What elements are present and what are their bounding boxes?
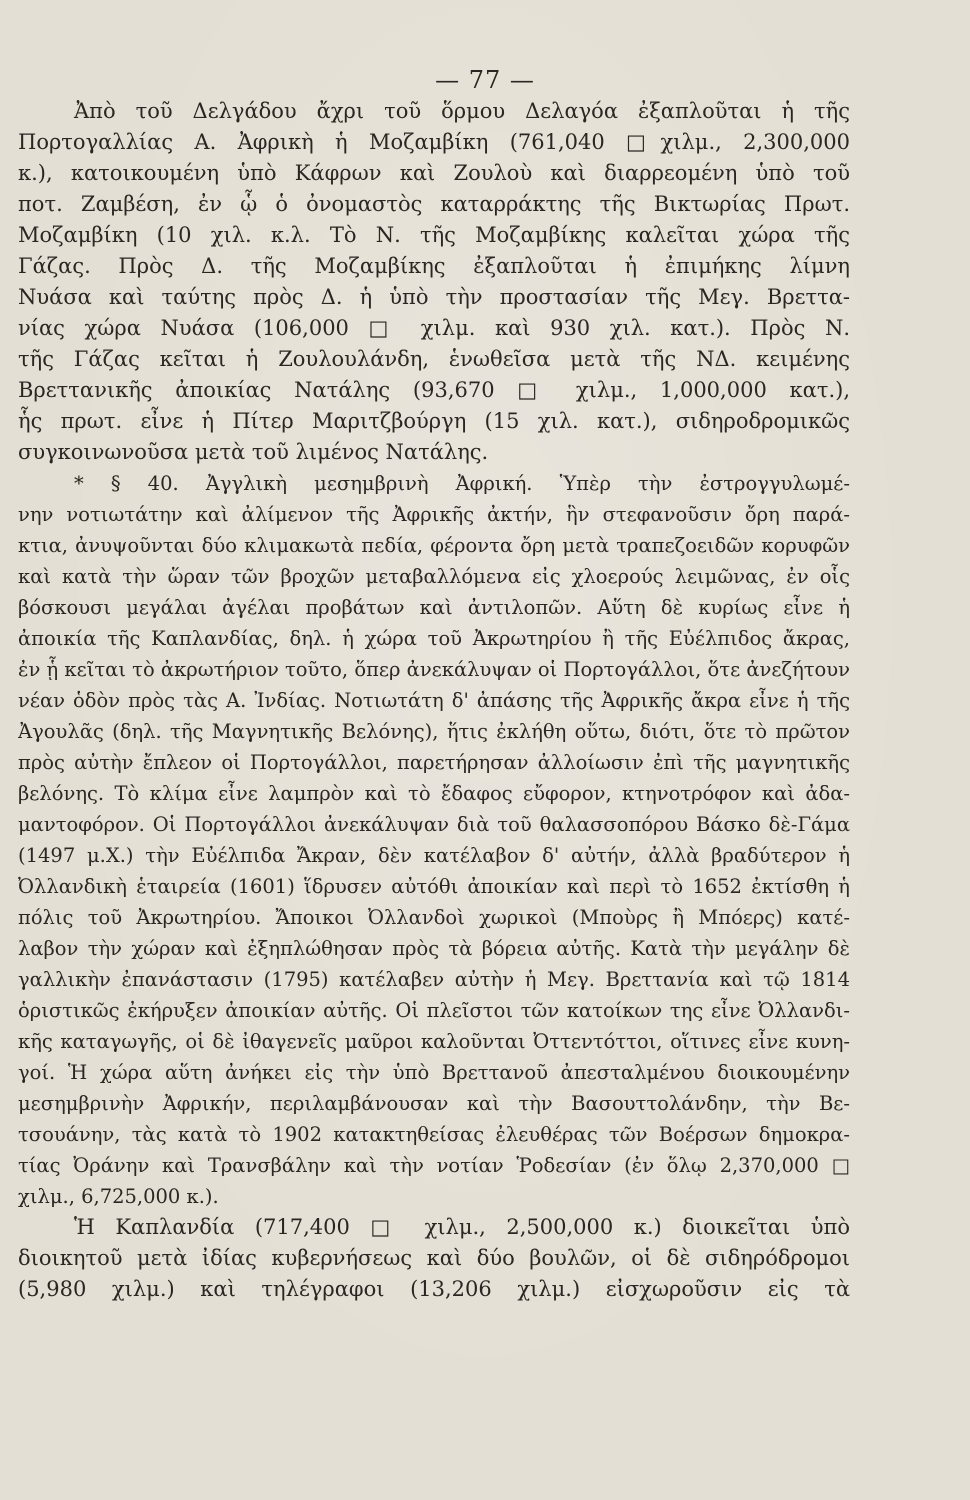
text-line: Βρεττανικῆς ἀποικίας Νατάλης (93,670 □ χιλμ., 1,000,000 κατ.),: [18, 378, 850, 402]
text-line: τίας Ὀράνην καὶ Τρανσβάλην καὶ τὴν νοτίαν Ῥοδεσίαν (ἐν ὅλῳ 2,370,000 □: [18, 1154, 850, 1177]
text-line: * § 40. Ἀγγλικὴ μεσημβρινὴ Ἀφρική. Ὑπὲρ τὴν ἐστρογγυλωμέ-: [74, 472, 850, 495]
text-line: βελόνης. Τὸ κλίμα εἶνε λαμπρὸν καὶ τὸ ἔδαφος εὔφορον, κτηνοτρόφον καὶ ἀδα-: [18, 782, 850, 805]
text-line: βόσκουσι μεγάλαι ἀγέλαι προβάτων καὶ ἀντιλοπῶν. Αὕτη δὲ κυρίως εἶνε ἡ: [18, 596, 850, 619]
text-line: νην νοτιωτάτην καὶ ἀλίμενον τῆς Ἀφρικῆς ἀκτήν, ἣν στεφανοῦσιν ὄρη παρά-: [18, 503, 850, 526]
text-line: γαλλικὴν ἐπανάστασιν (1795) κατέλαβεν αὐτὴν ἡ Μεγ. Βρεττανία καὶ τῷ 1814: [18, 968, 850, 991]
text-line: κτια, ἀνυψοῦνται δύο κλιμακωτὰ πεδία, φέροντα ὄρη μετὰ τραπεζοειδῶν κορυφῶν: [18, 534, 850, 557]
text-line: κ.), κατοικουμένη ὑπὸ Κάφρων καὶ Ζουλοὺ καὶ διαρρεομένη ὑπὸ τοῦ: [18, 161, 850, 185]
text-line: νέαν ὁδὸν πρὸς τὰς Α. Ἰνδίας. Νοτιωτάτη δ' ἀπάσης τῆς Ἀφρικῆς ἄκρα εἶνε ἡ τῆς: [18, 689, 850, 712]
text-line: νίας χώρα Νυάσα (106,000 □ χιλμ. καὶ 930 χιλ. κατ.). Πρὸς Ν.: [18, 316, 850, 340]
text-line: συγκοινωνοῦσα μετὰ τοῦ λιμένος Νατάλης.: [18, 440, 489, 464]
text-line: μαντοφόρον. Οἱ Πορτογάλλοι ἀνεκάλυψαν διὰ τοῦ θαλασσοπόρου Βάσκο δὲ-Γάμα: [18, 813, 850, 836]
text-line: (1497 μ.Χ.) τὴν Εὐέλπιδα Ἄκραν, δὲν κατέλαβον δ' αὐτήν, ἀλλὰ βραδύτερον ἡ: [18, 844, 850, 867]
text-line: (5,980 χιλμ.) καὶ τηλέγραφοι (13,206 χιλμ.) εἰσχωροῦσιν εἰς τὰ: [18, 1277, 850, 1301]
text-line: Ὀλλανδικὴ ἑταιρεία (1601) ἵδρυσεν αὐτόθι ἀποικίαν καὶ περὶ τὸ 1652 ἐκτίσθη ἡ: [18, 875, 850, 898]
text-line: τῆς Γάζας κεῖται ἡ Ζουλουλάνδη, ἑνωθεῖσα μετὰ τῆς ΝΔ. κειμένης: [18, 347, 850, 371]
page-number: — 77 —: [435, 66, 535, 94]
text-line: Πορτογαλλίας Α. Ἀφρικὴ ἡ Μοζαμβίκη (761,040 □χιλμ., 2,300,000: [18, 130, 850, 154]
text-line: γοί. Ἡ χώρα αὕτη ἀνήκει εἰς τὴν ὑπὸ Βρεττανοῦ ἀπεσταλμένου διοικουμένην: [18, 1061, 850, 1084]
text-line: λαβον τὴν χώραν καὶ ἐξηπλώθησαν πρὸς τὰ βόρεια αὐτῆς. Κατὰ τὴν μεγάλην δὲ: [18, 937, 850, 960]
text-line: πόλις τοῦ Ἀκρωτηρίου. Ἄποικοι Ὀλλανδοὶ χωρικοὶ (Μποὺρς ἢ Μπόερς) κατέ-: [18, 906, 850, 929]
text-line: ἀποικία τῆς Καπλανδίας, δηλ. ἡ χώρα τοῦ Ἀκρωτηρίου ἢ τῆς Εὐέλπιδος ἄκρας,: [18, 627, 850, 650]
text-line: ἐν ᾗ κεῖται τὸ ἀκρωτήριον τοῦτο, ὅπερ ἀνεκάλυψαν οἱ Πορτογάλλοι, ὅτε ἀνεζήτουν: [18, 658, 850, 681]
text-line: μεσημβρινὴν Ἀφρικήν, περιλαμβάνουσαν καὶ τὴν Βασουττολάνδην, τὴν Βε-: [18, 1092, 850, 1115]
text-line: τσουάνην, τὰς κατὰ τὸ 1902 κατακτηθείσας ἐλευθέρας τῶν Βοέρσων δημοκρα-: [18, 1123, 850, 1146]
text-line: καὶ κατὰ τὴν ὥραν τῶν βροχῶν μεταβαλλόμενα εἰς χλοερούς λειμῶνας, ἐν οἷς: [18, 565, 850, 588]
text-line: Ἀγουλᾶς (δηλ. τῆς Μαγνητικῆς Βελόνης), ἥτις ἐκλήθη οὕτω, διότι, ὅτε τὸ πρῶτον: [18, 720, 850, 743]
text-line: Μοζαμβίκη (10 χιλ. κ.λ. Τὸ Ν. τῆς Μοζαμβίκης καλεῖται χώρα τῆς: [18, 223, 850, 247]
text-line: κῆς καταγωγῆς, οἱ δὲ ἰθαγενεῖς μαῦροι καλοῦνται Ὀττεντόττοι, οἵτινες εἶνε κυνη-: [18, 1030, 850, 1053]
text-line: Γάζας. Πρὸς Δ. τῆς Μοζαμβίκης ἐξαπλοῦται ἡ ἐπιμήκης λίμνη: [18, 254, 850, 278]
text-line: χιλμ., 6,725,000 κ.).: [18, 1185, 219, 1208]
text-line: ὁριστικῶς ἐκήρυξεν ἀποικίαν αὐτῆς. Οἱ πλεῖστοι τῶν κατοίκων της εἶνε Ὀλλανδι-: [18, 999, 850, 1022]
page-text: [18, 96, 850, 1305]
text-line: διοικητοῦ μετὰ ἰδίας κυβερνήσεως καὶ δύο βουλῶν, οἱ δὲ σιδηρόδρομοι: [18, 1246, 850, 1270]
text-line: ποτ. Ζαμβέση, ἐν ᾧ ὁ ὀνομαστὸς καταρράκτης τῆς Βικτωρίας Πρωτ.: [18, 192, 850, 216]
text-line: Νυάσα καὶ ταύτης πρὸς Δ. ἡ ὑπὸ τὴν προστασίαν τῆς Μεγ. Βρεττα-: [18, 285, 850, 309]
text-line: πρὸς αὐτὴν ἔπλεον οἱ Πορτογάλλοι, παρετήρησαν ἀλλοίωσιν ἐπὶ τῆς μαγνητικῆς: [18, 751, 850, 774]
text-line: Ἀπὸ τοῦ Δελγάδου ἄχρι τοῦ ὅρμου Δελαγόα ἐξαπλοῦται ἡ τῆς: [74, 99, 850, 123]
text-line: ἧς πρωτ. εἶνε ἡ Πίτερ Μαριτζβούργη (15 χιλ. κατ.), σιδηροδρομικῶς: [18, 409, 850, 433]
text-line: Ἡ Καπλανδία (717,400 □ χιλμ., 2,500,000 κ.) διοικεῖται ὑπὸ: [74, 1215, 850, 1239]
